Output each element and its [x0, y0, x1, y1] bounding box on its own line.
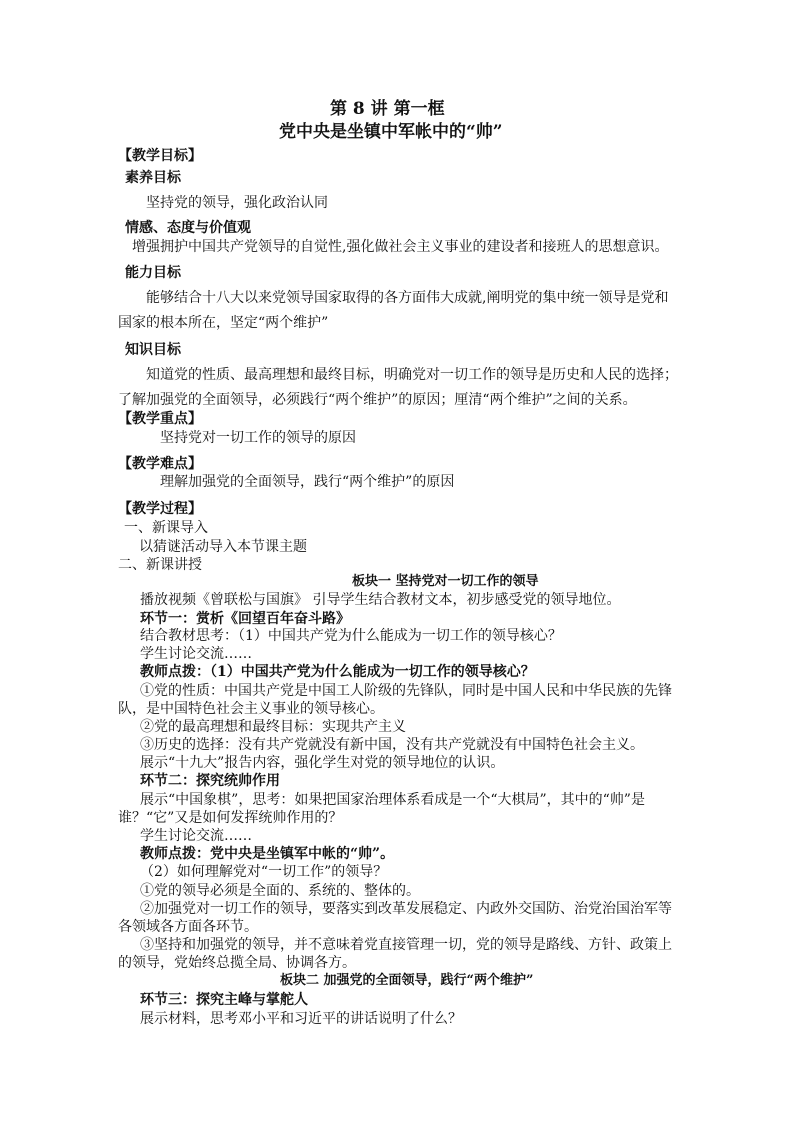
title-line-2: 党中央是坐镇中军帐中的“帅” — [279, 122, 503, 142]
module-1-line-16: （2）如何理解党对“一切工作”的领导？ — [140, 864, 388, 880]
module-1-line-4: 学生讨论交流…… — [140, 646, 252, 662]
step-1-text: 以猜谜活动导入本节课主题 — [139, 539, 307, 555]
module-1-line-14: 学生讨论交流…… — [140, 828, 252, 844]
title-line-1: 第 8 讲 第一框 — [330, 99, 445, 119]
process-heading: 【教学过程】 — [118, 501, 202, 517]
module-1-line-8: ②党的最高理想和最终目标：实现共产主义 — [140, 719, 406, 735]
module-2-title: 板块二 加强党的全面领导，践行“两个维护” — [280, 973, 534, 988]
emotion-text: 增强拥护中国共产党领导的自觉性,强化做社会主义事业的建设者和接班人的思想意识。 — [132, 239, 669, 255]
literacy-heading: 素养目标 — [125, 170, 181, 186]
module-1-line-18: ②加强党对一切工作的领导，要落实到改革发展稳定、内政外交国防、治党治国治军等 — [140, 901, 672, 917]
ability-text-1: 能够结合十八大以来党领导国家取得的各方面伟大成就,阐明党的集中统一领导是党和 — [146, 290, 669, 306]
module-1-line-15: 教师点拨：党中央是坐镇军中帐的“帅”。 — [140, 846, 395, 862]
difficulties-text: 理解加强党的全面领导，践行“两个维护”的原因 — [160, 474, 455, 490]
module-2-line-1: 环节三：探究主峰与掌舵人 — [140, 992, 308, 1008]
key-points-text: 坚持党对一切工作的领导的原因 — [160, 430, 356, 446]
module-1-line-13: 谁？“它”又是如何发挥统帅作用的？ — [118, 810, 343, 826]
difficulties-heading: 【教学难点】 — [118, 456, 202, 472]
ability-text-2: 国家的根本所在，坚定“两个维护” — [118, 315, 329, 331]
module-1-line-3: 结合教材思考：（1）中国共产党为什么能成为一切工作的领导核心？ — [140, 628, 562, 644]
module-1-line-6: ①党的性质：中国共产党是中国工人阶级的先锋队，同时是中国人民和中华民族的先锋 — [140, 683, 672, 699]
module-1-line-10: 展示“十九大”报告内容，强化学生对党的领导地位的认识。 — [140, 755, 505, 771]
module-1-line-2: 环节一：赏析《回望百年奋斗路》 — [140, 611, 350, 627]
knowledge-text-2: 了解加强党的全面领导，必须践行“两个维护”的原因；厘清“两个维护”之间的关系。 — [118, 392, 637, 408]
key-points-heading: 【教学重点】 — [118, 411, 202, 427]
ability-heading: 能力目标 — [125, 265, 181, 281]
emotion-heading: 情感、态度与价值观 — [125, 220, 251, 236]
module-1-line-12: 展示“中国象棋”，思考：如果把国家治理体系看成是一个“大棋局”，其中的“帅”是 — [140, 792, 645, 808]
module-2-line-2: 展示材料，思考邓小平和习近平的讲话说明了什么？ — [140, 1011, 462, 1027]
module-1-line-1: 播放视频《曾联松与国旗》 引导学生结合教材文本，初步感受党的领导地位。 — [140, 592, 621, 608]
module-1-line-11: 环节二：探究统帅作用 — [140, 773, 280, 789]
literacy-text: 坚持党的领导，强化政治认同 — [146, 195, 328, 211]
module-1-line-5: 教师点拨：（1）中国共产党为什么能成为一切工作的领导核心？ — [140, 664, 535, 680]
knowledge-heading: 知识目标 — [125, 342, 181, 358]
module-1-line-17: ①党的领导必须是全面的、系统的、整体的。 — [140, 883, 420, 899]
step-2-label: 二、新课讲授 — [118, 557, 202, 573]
objectives-heading: 【教学目标】 — [118, 148, 202, 164]
module-1-line-19: 各领域各方面各环节。 — [118, 919, 258, 935]
module-1-line-20: ③坚持和加强党的领导，并不意味着党直接管理一切，党的领导是路线、方针、政策上 — [140, 937, 672, 953]
module-1-line-7: 队，是中国特色社会主义事业的领导核心。 — [118, 701, 384, 717]
knowledge-text-1: 知道党的性质、最高理想和最终目标，明确党对一切工作的领导是历史和人民的选择； — [146, 367, 678, 383]
module-1-line-21: 的领导，党始终总揽全局、协调各方。 — [118, 955, 356, 971]
step-1-label: 一、新课导入 — [124, 520, 208, 536]
module-1-line-9: ③历史的选择：没有共产党就没有新中国，没有共产党就没有中国特色社会主义。 — [140, 737, 644, 753]
module-1-title: 板块一 坚持党对一切工作的领导 — [352, 574, 539, 589]
